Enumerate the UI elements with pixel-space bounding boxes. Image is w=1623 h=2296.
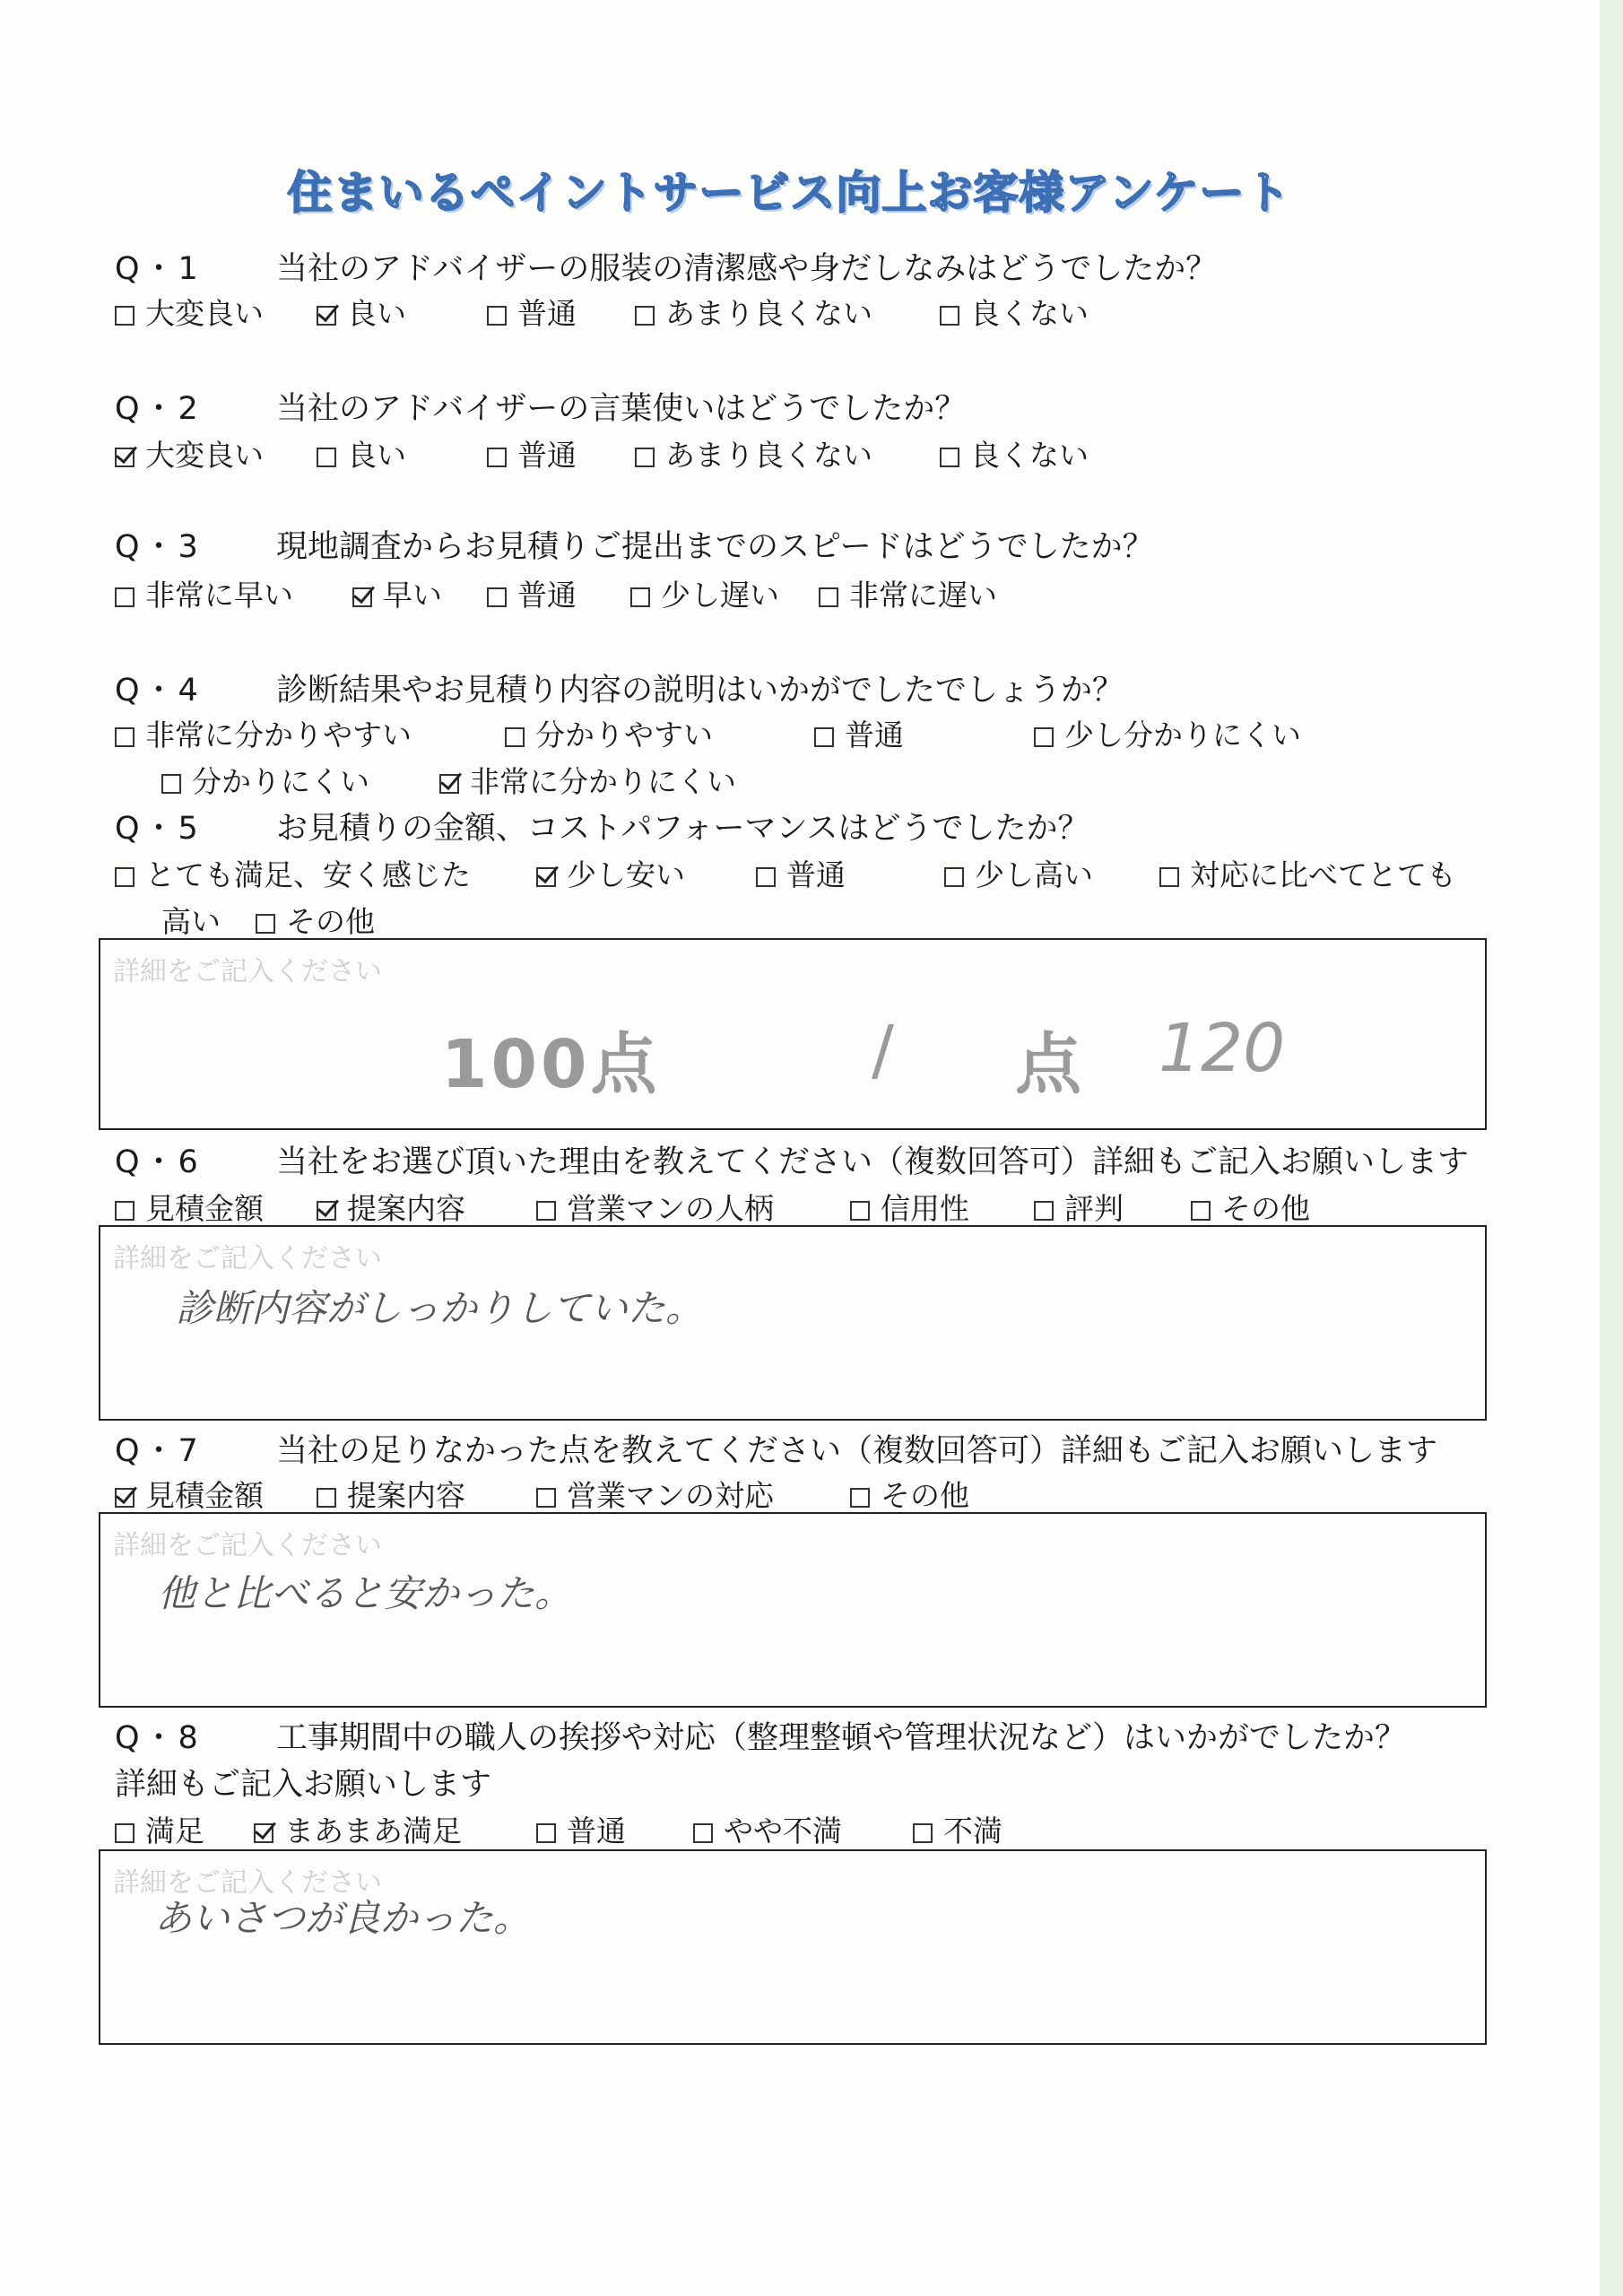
option-q1-4[interactable]: 良くない: [940, 291, 1089, 333]
checkbox[interactable]: [161, 774, 181, 794]
score-unit: 点: [1015, 1026, 1081, 1103]
checkbox[interactable]: [536, 1488, 556, 1508]
question-8: [115, 1713, 1406, 1758]
option-q2-3[interactable]: あまり良くない: [635, 432, 872, 474]
checkbox[interactable]: [487, 587, 507, 607]
checkbox[interactable]: [693, 1823, 713, 1843]
option-q3-1[interactable]: 早い: [352, 572, 442, 614]
option-q4-4[interactable]: 分かりにくい: [161, 759, 369, 801]
detail-placeholder: 詳細をご記入ください: [113, 956, 382, 987]
question-number: Q・5: [115, 811, 202, 847]
question-text: 当社のアドバイザーの服装の清潔感や身だしなみはどうでしたか？: [276, 251, 1218, 287]
question-2: [115, 384, 966, 429]
checkbox[interactable]: [850, 1488, 870, 1508]
option-q3-3[interactable]: 少し遅い: [630, 572, 779, 614]
option-q5-6[interactable]: その他: [256, 899, 375, 941]
checkbox[interactable]: [850, 1201, 870, 1221]
checkbox[interactable]: [505, 727, 525, 747]
option-q6-1[interactable]: 提案内容: [317, 1186, 465, 1228]
option-q8-2[interactable]: 普通: [536, 1808, 626, 1850]
option-q4-1[interactable]: 分かりやすい: [505, 712, 713, 754]
detail-placeholder: 詳細をご記入ください: [113, 1243, 382, 1274]
option-q2-2[interactable]: 普通: [487, 432, 577, 474]
checkbox[interactable]: [635, 306, 655, 326]
option-q3-0[interactable]: 非常に早い: [115, 572, 293, 614]
checkbox[interactable]: [115, 867, 135, 887]
checkbox-checked[interactable]: [115, 448, 135, 467]
option-q8-0[interactable]: 満足: [115, 1808, 204, 1850]
question-text: 当社の足りなかった点を教えてください（複数回答可）詳細もご記入お願いします: [276, 1433, 1438, 1469]
checkbox[interactable]: [630, 587, 650, 607]
checkbox-checked[interactable]: [317, 1201, 336, 1221]
q7-handwritten-answer: 他と比べると安かった。: [158, 1571, 573, 1615]
option-q1-0[interactable]: 大変良い: [115, 291, 264, 333]
question-8-line2: 詳細もご記入お願いします: [115, 1767, 492, 1803]
option-q5-4[interactable]: 対応に比べてとても: [1159, 852, 1456, 894]
page-title: 住まいるペイントサービス向上お客様アンケート: [287, 167, 1291, 219]
checkbox-checked[interactable]: [439, 774, 459, 794]
question-number: Q・6: [115, 1144, 202, 1180]
question-text: 工事期間中の職人の挨拶や対応（整理整頓や管理状況など）はいかがでしたか？: [276, 1720, 1407, 1756]
option-q6-0[interactable]: 見積金額: [115, 1186, 264, 1228]
checkbox[interactable]: [317, 1488, 336, 1508]
option-q8-3[interactable]: やや不満: [693, 1808, 842, 1850]
checkbox[interactable]: [814, 727, 834, 747]
question-text: お見積りの金額、コストパフォーマンスはどうでしたか？: [276, 811, 1089, 847]
checkbox[interactable]: [940, 306, 959, 326]
option-q3-2[interactable]: 普通: [487, 572, 577, 614]
checkbox[interactable]: [115, 587, 135, 607]
checkbox[interactable]: [944, 867, 964, 887]
option-q6-3[interactable]: 信用性: [850, 1186, 969, 1228]
checkbox[interactable]: [1034, 1201, 1054, 1221]
option-q7-3[interactable]: その他: [850, 1473, 969, 1515]
checkbox[interactable]: [317, 448, 336, 467]
question-1: [115, 244, 1217, 289]
option-q2-0[interactable]: 大変良い: [115, 432, 264, 474]
checkbox[interactable]: [115, 1823, 135, 1843]
question-3: [115, 522, 1154, 567]
checkbox[interactable]: [913, 1823, 933, 1843]
checkbox[interactable]: [536, 1201, 556, 1221]
checkbox-checked[interactable]: [536, 867, 556, 887]
option-q7-2[interactable]: 営業マンの対応: [536, 1473, 774, 1515]
option-q4-0[interactable]: 非常に分かりやすい: [115, 712, 412, 754]
edge-stripe: [1600, 0, 1623, 2296]
score-max: 100点: [441, 1026, 661, 1103]
option-q2-1[interactable]: 良い: [317, 432, 406, 474]
q7-detail-box[interactable]: [99, 1512, 1487, 1708]
option-q5-0[interactable]: とても満足、安く感じた: [115, 852, 471, 894]
question-text: 現地調査からお見積りご提出までのスピードはどうでしたか？: [276, 529, 1154, 565]
q5-detail-box[interactable]: [99, 938, 1487, 1130]
option-q1-3[interactable]: あまり良くない: [635, 291, 872, 333]
checkbox[interactable]: [115, 306, 135, 326]
option-q5-2[interactable]: 普通: [756, 852, 846, 894]
q8-handwritten-answer: あいさつが良かった。: [154, 1896, 532, 1940]
option-q7-0[interactable]: 見積金額: [115, 1473, 264, 1515]
checkbox[interactable]: [1159, 867, 1179, 887]
checkbox-checked[interactable]: [352, 587, 372, 607]
option-q5-3[interactable]: 少し高い: [944, 852, 1093, 894]
option-q8-1[interactable]: まあまあ満足: [254, 1808, 462, 1850]
checkbox[interactable]: [635, 448, 655, 467]
checkbox[interactable]: [115, 1201, 135, 1221]
score-value: 120: [1159, 1010, 1286, 1087]
score-slash: /: [872, 1012, 894, 1089]
question-number: Q・7: [115, 1433, 202, 1469]
option-q4-5[interactable]: 非常に分かりにくい: [439, 759, 736, 801]
question-text: 当社をお選び頂いた理由を教えてください（複数回答可）詳細もご記入お願いします: [276, 1144, 1470, 1180]
question-4: [115, 665, 1124, 710]
detail-placeholder: 詳細をご記入ください: [113, 1867, 382, 1899]
option-q3-4[interactable]: 非常に遅い: [819, 572, 997, 614]
question-5: [115, 804, 1089, 848]
option-q2-4[interactable]: 良くない: [940, 432, 1089, 474]
checkbox-checked[interactable]: [254, 1823, 273, 1843]
checkbox[interactable]: [256, 914, 275, 934]
checkbox[interactable]: [1191, 1201, 1211, 1221]
checkbox[interactable]: [819, 587, 838, 607]
question-text: 当社のアドバイザーの言葉使いはどうでしたか？: [276, 391, 967, 427]
option-q7-1[interactable]: 提案内容: [317, 1473, 465, 1515]
option-q4-3[interactable]: 少し分かりにくい: [1034, 712, 1301, 754]
q6-handwritten-answer: 診断内容がしっかりしていた。: [176, 1286, 704, 1330]
question-7: [115, 1426, 1437, 1471]
detail-placeholder: 詳細をご記入ください: [113, 1530, 382, 1561]
option-q6-2[interactable]: 営業マンの人柄: [536, 1186, 774, 1228]
checkbox[interactable]: [115, 727, 135, 747]
question-text: 診断結果やお見積り内容の説明はいかがでしたでしょうか？: [276, 673, 1124, 709]
option-q4-2[interactable]: 普通: [814, 712, 904, 754]
checkbox-checked[interactable]: [115, 1488, 135, 1508]
question-number: Q・1: [115, 251, 202, 287]
option-q1-2[interactable]: 普通: [487, 291, 577, 333]
option-q5-1[interactable]: 少し安い: [536, 852, 685, 894]
question-number: Q・4: [115, 673, 202, 709]
checkbox[interactable]: [487, 448, 507, 467]
checkbox[interactable]: [536, 1823, 556, 1843]
option-q1-1[interactable]: 良い: [317, 291, 406, 333]
checkbox[interactable]: [756, 867, 776, 887]
option-q6-5[interactable]: その他: [1191, 1186, 1310, 1228]
question-number: Q・2: [115, 391, 202, 427]
checkbox[interactable]: [487, 306, 507, 326]
option-q8-4[interactable]: 不満: [913, 1808, 1002, 1850]
checkbox[interactable]: [940, 448, 959, 467]
checkbox[interactable]: [1034, 727, 1054, 747]
q6-detail-box[interactable]: [99, 1225, 1487, 1421]
option-q5-5: 高い: [161, 904, 221, 939]
question-number: Q・8: [115, 1720, 202, 1756]
question-number: Q・3: [115, 529, 202, 565]
checkbox-checked[interactable]: [317, 306, 336, 326]
q8-detail-box[interactable]: [99, 1849, 1487, 2045]
option-q6-4[interactable]: 評判: [1034, 1186, 1124, 1228]
question-6: [115, 1137, 1469, 1182]
